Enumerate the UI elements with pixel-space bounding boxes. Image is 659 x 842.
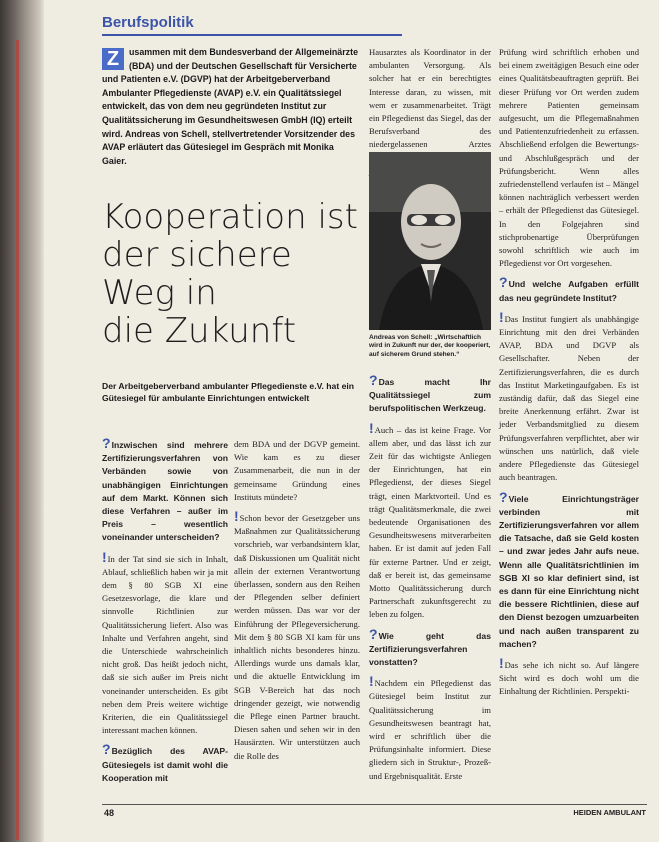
interview-answer: [369, 419, 491, 622]
paragraph-text: Wie geht das Zertifizierungsverfahren vonstatten?: [369, 630, 491, 668]
question-mark-icon: ?: [369, 625, 378, 642]
paragraph-text: Das Institut fungiert als unabhängige Einrichtung mit den drei Verbänden AVAP, BDA und DGVP als Gesellschafter. Neben der Zertifizierungsverfahren, die es durch das Institut Marketingaufgaben. Es ist zuständig dafür, daß das Siegel eine breite Anerkennung erfährt. Zwar ist jeder Verbandsmitglied zu diesem Prüfungsverfahren verpflichtet, aber wir wünschen uns natürlich, daß viele andere Pflegedienste das Gütesiegel auch beantragen.: [499, 313, 639, 483]
question-mark-icon: !: [499, 654, 504, 671]
header-rule: [102, 34, 402, 36]
interview-question: [499, 274, 639, 304]
question-mark-icon: ?: [499, 274, 508, 291]
interview-photo: [369, 152, 491, 330]
paragraph-text: Das sehe ich nicht so. Auf längere Sicht wird es doch wohl um die Einhaltung der Richtlinien. Perspekti-: [499, 659, 639, 697]
interview-answer: [499, 308, 639, 485]
paragraph-text: Nachdem ein Pflegedienst das Gütesiegel beim Institut zur Qualitätssicherung im Gesundheitswesen beantragt hat, wird er schriftlich über die Prüfungsinhalte informiert. Diese gliedern sich in Struktur-, Prozeß- und Ergebnisqualität. Erste: [369, 678, 491, 781]
text-column-3-bottom: [369, 372, 491, 790]
text-column-2: [234, 438, 360, 770]
magazine-page: [44, 0, 659, 842]
interview-answer: [369, 673, 491, 783]
section-header: Berufspolitik: [102, 14, 194, 31]
interview-question: [102, 435, 228, 545]
interview-question: [499, 488, 639, 651]
binding-stripe: [16, 40, 19, 840]
paragraph-text: Viele Einrichtungsträger verbinden mit Zertifizierungsverfahren vor allem die Tatsache, daß sie Geld kosten – und zwar jedes Jahr aufs neue. Wenn alle Qualitätsrichtlinien im SGB XI so klar definiert sind, ist es dann für eine Einrichtung nicht die bessere Richtlinien, diese auf den Dienst bezogen umzuarbeiten und nach außen transparent zu machen?: [499, 493, 639, 649]
question-mark-icon: !: [369, 419, 374, 436]
footer-rule: [102, 804, 647, 805]
paragraph-text: Prüfung wird schriftlich erhoben und bei einem zweitägigen Besuch eine oder eines Qualitätsbeauftragten geprüft. Bei dieser Prüfung vor Ort werden zudem mehrere Patienten gemeinsam aufgesucht, um die Pflegemaßnahmen und Patientenzufriedenheit zu erfassen. Abschließend erfolgen die Bewertungs- und Abschlußgespräch und der Prüfungsbericht. Wenn alles zufriedenstellend verlaufen ist – Mängel können nachträglich verbessert werden – erhält der Pflegedienst das Gütesiegel. In den Folgejahren sind stichprobenartige Überprüfungen sowohl schriftlich wie auch im Pflegedienst vor Ort vorgesehen.: [499, 47, 639, 269]
interview-answer: [499, 654, 639, 699]
paragraph-text: In der Tat sind sie sich in Inhalt, Ablauf, schließlich haben wir ja mit dem § 80 SGB XI eine Gesetzesvorlage, die klare und sinnvolle Richtlinien zur Qualitätssicherung liefert. Also was Inhalte und Verfahren angeht, sind die Unterschiede wahrscheinlich nicht groß. Das heißt jedoch nicht, daß sie sich außer im Preis nicht voneinander unterscheiden. Es gibt neben dem Preis weitere wichtige Kriterien, die ein Qualitätssiegel interessant machen können.: [102, 553, 228, 736]
interview-question: [369, 625, 491, 670]
magazine-name: HEIDEN AMBULANT: [573, 808, 646, 817]
interview-question: [369, 372, 491, 416]
question-mark-icon: !: [499, 308, 504, 325]
article-subtitle: Der Arbeitgeberverband ambulanter Pflegedienste e.V. hat ein Gütesiegel für ambulante Einrichtungen entwickelt: [102, 381, 354, 403]
interview-answer: [234, 508, 360, 763]
title-line: Weg in: [102, 273, 217, 313]
page-number: 48: [104, 808, 115, 818]
interview-answer: [499, 46, 639, 270]
interview-answer: [234, 438, 360, 504]
article-title: [102, 198, 362, 350]
interview-answer: [102, 548, 228, 738]
question-mark-icon: !: [102, 548, 107, 565]
question-mark-icon: ?: [369, 372, 378, 388]
question-mark-icon: !: [369, 673, 374, 690]
title-line: der sichere: [102, 235, 292, 275]
intro-paragraph: [102, 46, 360, 168]
question-mark-icon: !: [234, 508, 239, 525]
text-column-4: [499, 46, 639, 706]
question-mark-icon: ?: [499, 488, 508, 505]
interview-question: [102, 741, 228, 785]
title-line: Kooperation ist: [102, 197, 358, 237]
drop-cap: Z: [102, 48, 124, 70]
paragraph-text: Und welche Aufgaben erfüllt das neu gegründete Institut?: [499, 279, 639, 303]
question-mark-icon: ?: [102, 741, 111, 758]
paragraph-text: Bezüglich des AVAP-Gütesiegels ist damit wohl die Kooperation mit: [102, 746, 228, 783]
paragraph-text: Auch – das ist keine Frage. Vor allem aber, und das lässt ich zur Zeit für das wichtigste Anliegen der Einrichtungen, hat ein Pflegedienst, der dieses Siegel trägt, einen Marktvorteil. Und es trägt Qualitätsmerkmale, die zwei bedeutende Organisationen des Gesundheitswesens mitverarbeiten haben. Er ist damit auf jeden Fall für externe Partner. Und er zeigt, daß er bereit ist, das gemeinsame Motto Qualitätssicherung durch Partnerschaft zukunftsgerecht zu leben zu folgen.: [369, 424, 491, 620]
photo-caption: Andreas von Schell: „Wirtschaftlich wird in Zukunft nur der, der kooperiert, auf sicherem Grund stehen.“: [369, 334, 491, 358]
paragraph-text: Inzwischen sind mehrere Zertifizierungsverfahren von Verbänden sowie von unabhängigen Einrichtungen auf dem Markt. Können sich diese Verfahren – außer im Preis – wesentlich voneinander unterscheiden?: [102, 440, 228, 543]
paragraph-text: dem BDA und der DGVP gemeint. Wie kam es zu dieser Zusammenarbeit, die nun in der gemeinsame Gründung eines Instituts mündete?: [234, 439, 360, 502]
question-mark-icon: ?: [102, 435, 111, 451]
title-line: die Zukunft: [102, 311, 297, 351]
paragraph-text: Hausarztes als Koordinator in der ambulanten Versorgung. Als solcher hat er ein berechtigtes Interesse daran, zu wissen, mit wem er zusammenarbeitet. Trägt ein Pflegedienst das Siegel, das der Berufsverband des niedergelassenen Arztes: [369, 47, 491, 150]
page-binding: [0, 0, 44, 842]
intro-text: usammen mit dem Bundesverband der Allgemeinärzte (BDA) und der Deutschen Gesellschaft für Versicherte und Patienten e.V. (DGVP) hat der Arbeitgeberverband Ambulanter Pflegedienste (AVAP) e.V. ein Qualitätssiegel entwickelt, das von dem neu gegründeten Institut zur Qualitätssicherung im Gesundheitswesen GmbH (IQ) erteilt wird. Andreas von Schell, stellvertretender Vorsitzender des AVAP erläutert das Gütesiegel im Gespräch mit Monika Gaier.: [102, 47, 359, 166]
paragraph-text: Schon bevor der Gesetzgeber uns Maßnahmen zur Qualitätssicherung vorschrieb, war verbandsintern klar, daß Diskussionen um Qualität nicht allein der externen Verantwortung überlassen, sondern aus den Reihen der Pflegenden selber definiert werden müssen. Das war vor der Einführung der Pflegeversicherung. Mit dem § 80 SGB XI kam für uns inhaltlich nichts besonderes hinzu. Allerdings wurde uns damals klar, und die aktuelle Entwicklung im SGB V-Bereich hat das noch dringender gezeigt, wie notwendig die Pflege einen Partner braucht. Diesen sahen und sehen wir in den Hausärzten. Wir unterstützen auch die Rolle des: [234, 513, 360, 761]
text-column-1: [102, 435, 228, 792]
paragraph-text: Das macht Ihr Qualitätssiegel zum berufspolitischen Werkzeug.: [369, 377, 491, 414]
